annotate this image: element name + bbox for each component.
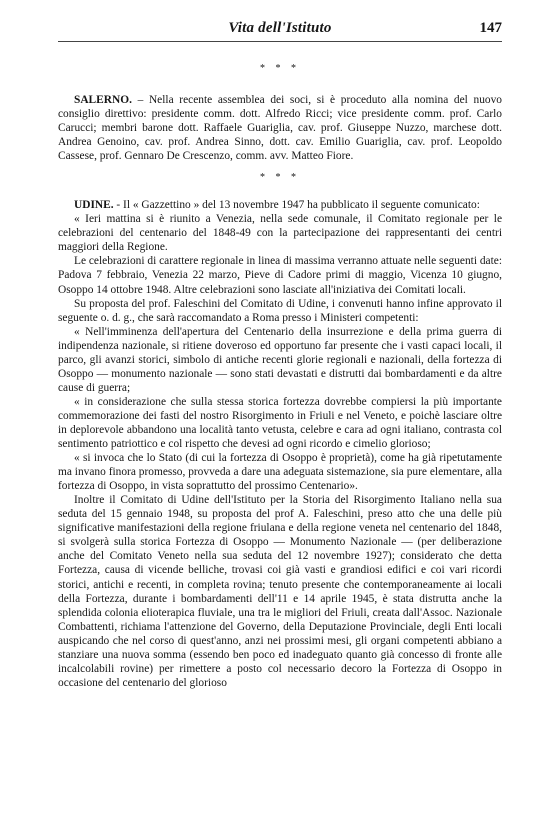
udine-paragraph: « Nell'imminenza dell'apertura del Centenario della insurrezione e della prima guerra di indipendenza nazionale, si ritiene doveroso ed opportuno far presente che i vasti capaci locali, il parco, gli avanzi storici, simbolo di antiche recenti glorie regionali e nazionali, della fortezza di Osoppo — monumento nazionale — sono stati devastati e distrutti dai bombardamenti e da altre cause di guerra; (58, 325, 502, 394)
udine-heading: UDINE. (74, 199, 114, 212)
udine-paragraph: « in considerazione che sulla stessa storica fortezza dovrebbe compiersi la più importante commemorazione dei fasti del nostro Risorgimento in Friuli e nel Veneto, e poichè lasciare oltre in deplorevole abbandono una località tanto vetusta, celebre e cara ad ogni italiano, contrasta col sentimento patriottico e col rispetto che devesi ad ogni ricordo e cimelio glorioso; (58, 395, 502, 451)
udine-paragraph: Le celebrazioni di carattere regionale in linea di massima verranno attuate nelle seguenti date: Padova 7 febbraio, Venezia 22 marzo, Pieve di Cadore primi di maggio, Vicenza 10 giugno, Osoppo 14 ottobre 1948. Altre celebrazioni sono lasciate all'iniziativa dei Comitati locali. (58, 255, 502, 296)
udine-intro-paragraph (58, 198, 502, 212)
page-header (58, 17, 502, 42)
udine-paragraph: Su proposta del prof. Faleschini del Comitato di Udine, i convenuti hanno infine approvato il seguente o. d. g., che sarà raccomandato a Roma presso i Ministeri competenti: (58, 297, 502, 324)
running-title: Vita dell'Istituto (228, 20, 332, 36)
section-separator: * * * (260, 63, 300, 74)
section-separator: * * * (260, 172, 300, 184)
salerno-text: – Nella recente assemblea dei soci, si è proceduto alla nomina del nuovo consiglio direttivo: presidente comm. dott. Alfredo Ricci; vice presidente comm. prof. Carlo Carucci; membri barone dott. Raffaele Guariglia, cav. prof. Giuseppe Nuzzo, marchese dott. Andrea Genoino, cav. prof. Andrea Sinno, dott. cav. Emilio Guariglia, cav. prof. Leopoldo Cassese, prof. Gennaro De Crescenzo, comm. avv. Matteo Fiore. (58, 94, 502, 163)
udine-paragraph: « si invoca che lo Stato (di cui la fortezza di Osoppo è proprietà), come ha già ripetutamente ma invano finora promesso, provveda a dare una adeguata sistemazione, sia pure elementare, alla fortezza di Osoppo, in vista soprattutto del prossimo Centenario». (58, 452, 502, 493)
page-body (58, 62, 502, 690)
salerno-paragraph (58, 93, 502, 163)
udine-paragraph: Inoltre il Comitato di Udine dell'Istituto per la Storia del Risorgimento Italiano nella sua seduta del 15 gennaio 1948, su proposta del prof A. Faleschini, preso atto che una delle più significative manifestazioni della regione friulana e della regione veneta nel centenario del 1848, si svolgerà sulla storica Fortezza di Osoppo — Monumento Nazionale — (per deliberazione anche del Comitato Veneto nella sua seduta del 12 novembre 1927); considerato che detta Fortezza, causa di vicende belliche, trovasi coi già vasti e grandiosi edifici e coi vari ricordi storici, antichi e recenti, in completa rovina; tenuto presente che contemporaneamente ai locali della Fortezza, durante i bombardamenti dell'11 e 14 aprile 1945, è stata distrutta anche la splendida colonia elioterapica fluviale, una tra le migliori del Friuli, creata dall'Assoc. Nazionale Combattenti, richiama l'attenzione del Governo, della Deputazione Provinciale, degli Enti locali auspicando che nel corso di quest'anno, anzi nei prossimi mesi, gli organi competenti abbiano a stanziare una nuova somma (essendo ben poco ed inadeguato quanto già concesso di fronte alle incalcolabili rovine) per rimettere a posto col necessario decoro la Fortezza di Osoppo in occasione del centenario del glorioso (58, 494, 502, 689)
salerno-heading: SALERNO. (74, 94, 132, 106)
page-number: 147 (479, 20, 502, 36)
udine-intro-text: - Il « Gazzettino » del 13 novembre 1947 ha pubblicato il seguente comunicato: (113, 199, 480, 212)
udine-paragraph: « Ieri mattina si è riunito a Venezia, nella sede comunale, il Comitato regionale per le celebrazioni del centenario del 1848-49 con la partecipazione dei rappresentanti dei centri maggiori della Regione. (58, 213, 502, 254)
